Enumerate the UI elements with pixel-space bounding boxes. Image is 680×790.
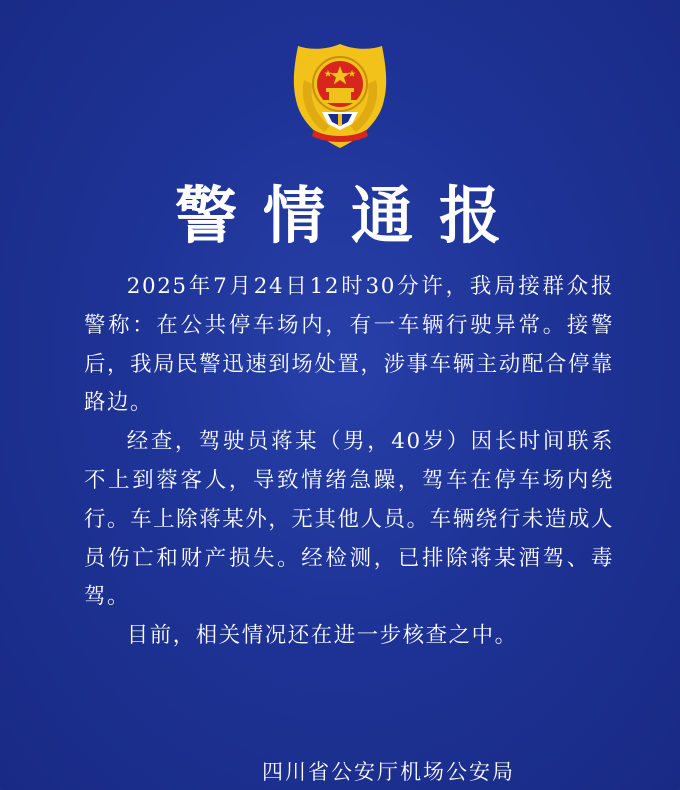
paragraph-investigation: 经查，驾驶员蒋某（男，40岁）因长时间联系不上到蓉客人，导致情绪急躁，驾车在停车场内绕行。车上除蒋某外，无其他人员。车辆绕行未造成人员伤亡和财产损失。经检测，已排除蒋某酒驾、毒驾。 xyxy=(84,429,614,610)
issuer-signature: 四川省公安厅机场公安局 xyxy=(262,760,515,784)
notice-title: 警情通报 xyxy=(174,179,527,252)
police-emblem-icon xyxy=(284,40,396,152)
notice-body xyxy=(84,268,614,656)
paragraph-report: 2025年7月24日12时30分许，我局接群众报警称：在公共停车场内，有一车辆行驶异常。接警后，我局民警迅速到场处置，涉事车辆主动配合停靠路边。 xyxy=(84,274,614,416)
paragraph-status: 目前，相关情况还在进一步核查之中。 xyxy=(126,623,518,649)
police-emblem-graphic xyxy=(284,40,396,152)
